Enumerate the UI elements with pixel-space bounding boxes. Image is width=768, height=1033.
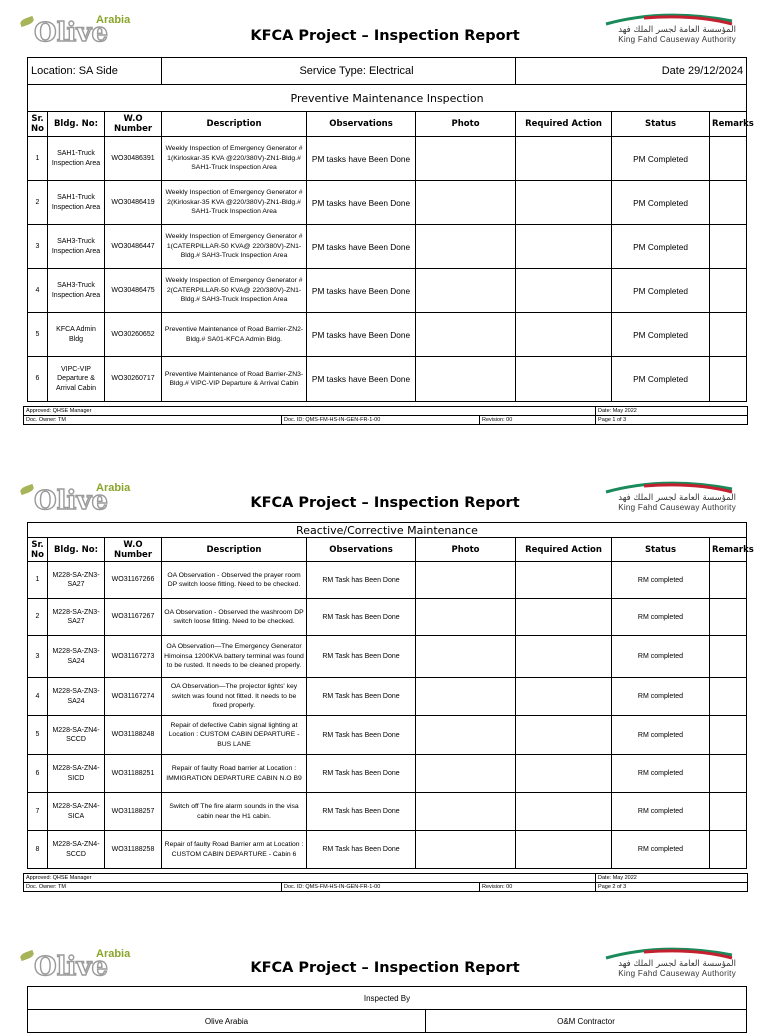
row-required-action bbox=[516, 755, 612, 793]
table-row bbox=[28, 793, 747, 831]
row-wo-number: WO30486419 bbox=[105, 181, 162, 225]
row-observation: RM Task has Been Done bbox=[307, 678, 416, 716]
row-description: Weekly Inspection of Emergency Generator # 1(CATERPILLAR-50 KVA@ 220/380V)-ZN1-Bldg.# SAH3-Truck Inspection Area bbox=[162, 225, 307, 269]
row-status: PM Completed bbox=[612, 313, 710, 357]
col-photo: Photo bbox=[416, 538, 516, 562]
row-observation: PM tasks have Been Done bbox=[307, 137, 416, 181]
row-sr: 2 bbox=[28, 599, 48, 636]
row-required-action bbox=[516, 599, 612, 636]
row-remarks bbox=[710, 357, 747, 402]
table-row bbox=[28, 599, 747, 636]
row-description: Preventive Maintenance of Road Barrier-ZN3-Bldg.# VIPC-VIP Departure & Arrival Cabin bbox=[162, 357, 307, 402]
row-photo bbox=[416, 599, 516, 636]
row-photo bbox=[416, 678, 516, 716]
row-wo-number: WO31188248 bbox=[105, 716, 162, 755]
row-sr: 1 bbox=[28, 137, 48, 181]
row-required-action bbox=[516, 181, 612, 225]
leaf-icon bbox=[19, 950, 35, 961]
row-sr: 6 bbox=[28, 755, 48, 793]
col-status: Status bbox=[612, 538, 710, 562]
row-sr: 4 bbox=[28, 678, 48, 716]
row-remarks bbox=[710, 636, 747, 678]
leaf-icon bbox=[19, 16, 35, 27]
row-required-action bbox=[516, 562, 612, 599]
page1-footer bbox=[23, 406, 748, 425]
row-status: PM Completed bbox=[612, 269, 710, 313]
arc-icon bbox=[604, 480, 734, 494]
row-photo bbox=[416, 181, 516, 225]
row-observation: RM Task has Been Done bbox=[307, 831, 416, 869]
row-wo-number: WO30486475 bbox=[105, 269, 162, 313]
row-sr: 8 bbox=[28, 831, 48, 869]
row-description: Weekly Inspection of Emergency Generator # 2(Kirloskar-35 KVA @220/380V)-ZN1-Bldg.# SAH1-Truck Inspection Area bbox=[162, 181, 307, 225]
row-required-action bbox=[516, 225, 612, 269]
row-wo-number: WO31188251 bbox=[105, 755, 162, 793]
section-title: Preventive Maintenance Inspection bbox=[28, 85, 747, 112]
row-bldg: SAH1-Truck Inspection Area bbox=[48, 137, 105, 181]
row-observation: RM Task has Been Done bbox=[307, 636, 416, 678]
footer-revision: Revision: 00 bbox=[480, 416, 596, 425]
row-required-action bbox=[516, 357, 612, 402]
col-remarks: Remarks bbox=[710, 112, 747, 137]
row-photo bbox=[416, 357, 516, 402]
row-photo bbox=[416, 716, 516, 755]
row-remarks bbox=[710, 313, 747, 357]
row-description: Switch off The fire alarm sounds in the visa cabin near the H1 cabin. bbox=[162, 793, 307, 831]
column-header-row bbox=[28, 112, 747, 137]
olive-arabia-logo bbox=[16, 12, 136, 46]
table-row bbox=[28, 636, 747, 678]
logo-text: Olive bbox=[34, 486, 109, 516]
kfca-logo bbox=[600, 946, 740, 980]
page2-footer bbox=[23, 873, 748, 892]
row-status: RM completed bbox=[612, 678, 710, 716]
row-bldg: VIPC-VIP Departure & Arrival Cabin bbox=[48, 357, 105, 402]
row-description: OA Observation—The projector lights' key switch was found not fitted. It needs to be fixed properly. bbox=[162, 678, 307, 716]
table-row bbox=[28, 716, 747, 755]
row-photo bbox=[416, 755, 516, 793]
kfca-logo bbox=[600, 480, 740, 514]
row-sr: 2 bbox=[28, 181, 48, 225]
row-observation: RM Task has Been Done bbox=[307, 562, 416, 599]
footer-page: Page 2 of 3 bbox=[596, 883, 748, 892]
section-title: Reactive/Corrective Maintenance bbox=[28, 523, 747, 538]
olive-arabia-logo bbox=[16, 946, 136, 980]
row-sr: 5 bbox=[28, 313, 48, 357]
row-description: Weekly Inspection of Emergency Generator # 2(CATERPILLAR-50 KVA@ 220/380V)-ZN1-Bldg.# SAH3-Truck Inspection Area bbox=[162, 269, 307, 313]
page-title: KFCA Project – Inspection Report bbox=[250, 28, 520, 44]
table-row bbox=[28, 225, 747, 269]
row-status: RM completed bbox=[612, 562, 710, 599]
row-bldg: M228-SA-ZN4-SCCD bbox=[48, 831, 105, 869]
col-description: Description bbox=[162, 112, 307, 137]
kfca-arabic: المؤسسة العامة لجسر الملك فهد bbox=[618, 959, 736, 969]
table-row bbox=[28, 831, 747, 869]
row-bldg: SAH3-Truck Inspection Area bbox=[48, 269, 105, 313]
row-sr: 3 bbox=[28, 225, 48, 269]
row-bldg: M228-SA-ZN4-SICA bbox=[48, 793, 105, 831]
location-label: Location: SA Side bbox=[28, 58, 162, 85]
row-remarks bbox=[710, 793, 747, 831]
kfca-arabic: المؤسسة العامة لجسر الملك فهد bbox=[618, 25, 736, 35]
row-sr: 7 bbox=[28, 793, 48, 831]
row-wo-number: WO31167266 bbox=[105, 562, 162, 599]
kfca-english: King Fahd Causeway Authority bbox=[618, 503, 736, 512]
kfca-english: King Fahd Causeway Authority bbox=[618, 969, 736, 978]
col-bldg: Bldg. No: bbox=[48, 112, 105, 137]
footer-docid: Doc. ID: QMS-FM-HS-IN-GEN-FR-1-00 bbox=[282, 883, 480, 892]
col-remarks: Remarks bbox=[710, 538, 747, 562]
col-required-action: Required Action bbox=[516, 538, 612, 562]
meta-row bbox=[28, 58, 747, 85]
kfca-arabic: المؤسسة العامة لجسر الملك فهد bbox=[618, 493, 736, 503]
pm-inspection-table bbox=[27, 57, 754, 402]
row-remarks bbox=[710, 137, 747, 181]
row-description: OA Observation - Observed the prayer room DP switch loose fitting. Need to be checked. bbox=[162, 562, 307, 599]
row-remarks bbox=[710, 678, 747, 716]
table-row bbox=[28, 357, 747, 402]
kfca-english: King Fahd Causeway Authority bbox=[618, 35, 736, 44]
page2-header bbox=[0, 480, 768, 520]
row-photo bbox=[416, 313, 516, 357]
footer-date: Date: May 2022 bbox=[596, 407, 748, 416]
col-observations: Observations bbox=[307, 112, 416, 137]
row-remarks bbox=[710, 181, 747, 225]
col-observations: Observations bbox=[307, 538, 416, 562]
row-observation: RM Task has Been Done bbox=[307, 755, 416, 793]
row-status: PM Completed bbox=[612, 137, 710, 181]
col-description: Description bbox=[162, 538, 307, 562]
row-wo-number: WO31188257 bbox=[105, 793, 162, 831]
row-status: PM Completed bbox=[612, 181, 710, 225]
row-wo-number: WO31188258 bbox=[105, 831, 162, 869]
row-bldg: M228-SA-ZN4-SICD bbox=[48, 755, 105, 793]
row-status: PM Completed bbox=[612, 357, 710, 402]
row-remarks bbox=[710, 716, 747, 755]
row-wo-number: WO31167274 bbox=[105, 678, 162, 716]
row-observation: RM Task has Been Done bbox=[307, 716, 416, 755]
row-required-action bbox=[516, 313, 612, 357]
row-remarks bbox=[710, 269, 747, 313]
logo-subtext: Arabia bbox=[96, 14, 131, 26]
footer-date: Date: May 2022 bbox=[596, 874, 748, 883]
row-bldg: KFCA Admin Bldg bbox=[48, 313, 105, 357]
page1-header bbox=[0, 12, 768, 52]
inspector-olive: Olive Arabia bbox=[28, 1010, 426, 1033]
row-remarks bbox=[710, 562, 747, 599]
row-description: Weekly Inspection of Emergency Generator # 1(Kirloskar-35 KVA @220/380V)-ZN1-Bldg.# SAH1-Truck Inspection Area bbox=[162, 137, 307, 181]
row-description: Repair of faulty Road barrier at Location : IMMIGRATION DEPARTURE CABIN N.O B9 bbox=[162, 755, 307, 793]
row-wo-number: WO30486391 bbox=[105, 137, 162, 181]
inspected-by-table bbox=[27, 986, 747, 1033]
row-photo bbox=[416, 831, 516, 869]
table-row bbox=[28, 755, 747, 793]
row-bldg: M228-SA-ZN4-SCCD bbox=[48, 716, 105, 755]
table-row bbox=[28, 313, 747, 357]
arc-icon bbox=[604, 12, 734, 26]
row-required-action bbox=[516, 678, 612, 716]
row-sr: 6 bbox=[28, 357, 48, 402]
column-header-row bbox=[28, 538, 747, 562]
olive-arabia-logo bbox=[16, 480, 136, 514]
logo-subtext: Arabia bbox=[96, 948, 131, 960]
row-sr: 4 bbox=[28, 269, 48, 313]
table-row bbox=[28, 137, 747, 181]
row-required-action bbox=[516, 831, 612, 869]
col-wo: W.O Number bbox=[105, 538, 162, 562]
row-bldg: SAH1-Truck Inspection Area bbox=[48, 181, 105, 225]
rm-maintenance-table bbox=[27, 522, 754, 869]
col-required-action: Required Action bbox=[516, 112, 612, 137]
row-sr: 1 bbox=[28, 562, 48, 599]
row-observation: PM tasks have Been Done bbox=[307, 357, 416, 402]
logo-text: Olive bbox=[34, 952, 109, 982]
footer-revision: Revision: 00 bbox=[480, 883, 596, 892]
row-bldg: M228-SA-ZN3-SA24 bbox=[48, 636, 105, 678]
row-remarks bbox=[710, 599, 747, 636]
row-observation: RM Task has Been Done bbox=[307, 793, 416, 831]
service-type: Service Type: Electrical bbox=[162, 58, 516, 85]
row-photo bbox=[416, 636, 516, 678]
row-photo bbox=[416, 137, 516, 181]
row-description: OA Observation - Observed the washroom DP switch loose fitting. Need to be checked. bbox=[162, 599, 307, 636]
page3-header bbox=[0, 946, 768, 986]
row-status: RM completed bbox=[612, 716, 710, 755]
row-photo bbox=[416, 225, 516, 269]
row-sr: 5 bbox=[28, 716, 48, 755]
logo-subtext: Arabia bbox=[96, 482, 131, 494]
row-wo-number: WO31167267 bbox=[105, 599, 162, 636]
row-bldg: M228-SA-ZN3-SA27 bbox=[48, 599, 105, 636]
row-wo-number: WO30260652 bbox=[105, 313, 162, 357]
table-row bbox=[28, 678, 747, 716]
row-observation: PM tasks have Been Done bbox=[307, 225, 416, 269]
row-observation: PM tasks have Been Done bbox=[307, 313, 416, 357]
footer-owner: Doc. Owner: TM bbox=[24, 416, 282, 425]
table-row bbox=[28, 269, 747, 313]
row-observation: PM tasks have Been Done bbox=[307, 269, 416, 313]
row-required-action bbox=[516, 137, 612, 181]
table-row bbox=[28, 562, 747, 599]
row-remarks bbox=[710, 225, 747, 269]
row-wo-number: WO31167273 bbox=[105, 636, 162, 678]
inspector-contractor: O&M Contractor bbox=[426, 1010, 747, 1033]
footer-docid: Doc. ID: QMS-FM-HS-IN-GEN-FR-1-00 bbox=[282, 416, 480, 425]
row-remarks bbox=[710, 831, 747, 869]
kfca-logo bbox=[600, 12, 740, 46]
row-required-action bbox=[516, 793, 612, 831]
inspected-by-label: Inspected By bbox=[28, 987, 747, 1010]
row-description: Repair of defective Cabin signal lighting at Location : CUSTOM CABIN DEPARTURE - BUS LANE bbox=[162, 716, 307, 755]
page-title: KFCA Project – Inspection Report bbox=[250, 495, 520, 511]
row-photo bbox=[416, 269, 516, 313]
row-wo-number: WO30260717 bbox=[105, 357, 162, 402]
row-description: Repair of faulty Road Barrier arm at Location : CUSTOM CABIN DEPARTURE - Cabin 6 bbox=[162, 831, 307, 869]
row-description: OA Observation—The Emergency Generator Himoinsa 1200KVA battery terminal was found to be rusted. It needs to be cleaned properly. bbox=[162, 636, 307, 678]
row-status: RM completed bbox=[612, 793, 710, 831]
row-status: PM Completed bbox=[612, 225, 710, 269]
row-status: RM completed bbox=[612, 599, 710, 636]
footer-owner: Doc. Owner: TM bbox=[24, 883, 282, 892]
arc-icon bbox=[604, 946, 734, 960]
table-row bbox=[28, 181, 747, 225]
col-photo: Photo bbox=[416, 112, 516, 137]
section-row bbox=[28, 85, 747, 112]
row-status: RM completed bbox=[612, 831, 710, 869]
row-remarks bbox=[710, 755, 747, 793]
footer-page: Page 1 of 3 bbox=[596, 416, 748, 425]
row-status: RM completed bbox=[612, 755, 710, 793]
row-required-action bbox=[516, 636, 612, 678]
page-title: KFCA Project – Inspection Report bbox=[250, 960, 520, 976]
col-bldg: Bldg. No: bbox=[48, 538, 105, 562]
row-observation: PM tasks have Been Done bbox=[307, 181, 416, 225]
footer-approved: Approved: QHSE Manager bbox=[24, 874, 596, 883]
row-bldg: M228-SA-ZN3-SA27 bbox=[48, 562, 105, 599]
col-wo: W.O Number bbox=[105, 112, 162, 137]
logo-text: Olive bbox=[34, 18, 109, 48]
row-bldg: SAH3-Truck Inspection Area bbox=[48, 225, 105, 269]
row-bldg: M228-SA-ZN3-SA24 bbox=[48, 678, 105, 716]
row-description: Preventive Maintenance of Road Barrier-ZN2-Bldg.# SA01-KFCA Admin Bldg. bbox=[162, 313, 307, 357]
report-date: Date 29/12/2024 bbox=[516, 58, 747, 85]
row-required-action bbox=[516, 269, 612, 313]
col-sr: Sr. No bbox=[28, 112, 48, 137]
row-sr: 3 bbox=[28, 636, 48, 678]
row-wo-number: WO30486447 bbox=[105, 225, 162, 269]
leaf-icon bbox=[19, 484, 35, 495]
row-status: RM completed bbox=[612, 636, 710, 678]
col-sr: Sr. No bbox=[28, 538, 48, 562]
footer-approved: Approved: QHSE Manager bbox=[24, 407, 596, 416]
row-observation: RM Task has Been Done bbox=[307, 599, 416, 636]
col-status: Status bbox=[612, 112, 710, 137]
section-row bbox=[28, 523, 747, 538]
row-photo bbox=[416, 793, 516, 831]
row-photo bbox=[416, 562, 516, 599]
row-required-action bbox=[516, 716, 612, 755]
